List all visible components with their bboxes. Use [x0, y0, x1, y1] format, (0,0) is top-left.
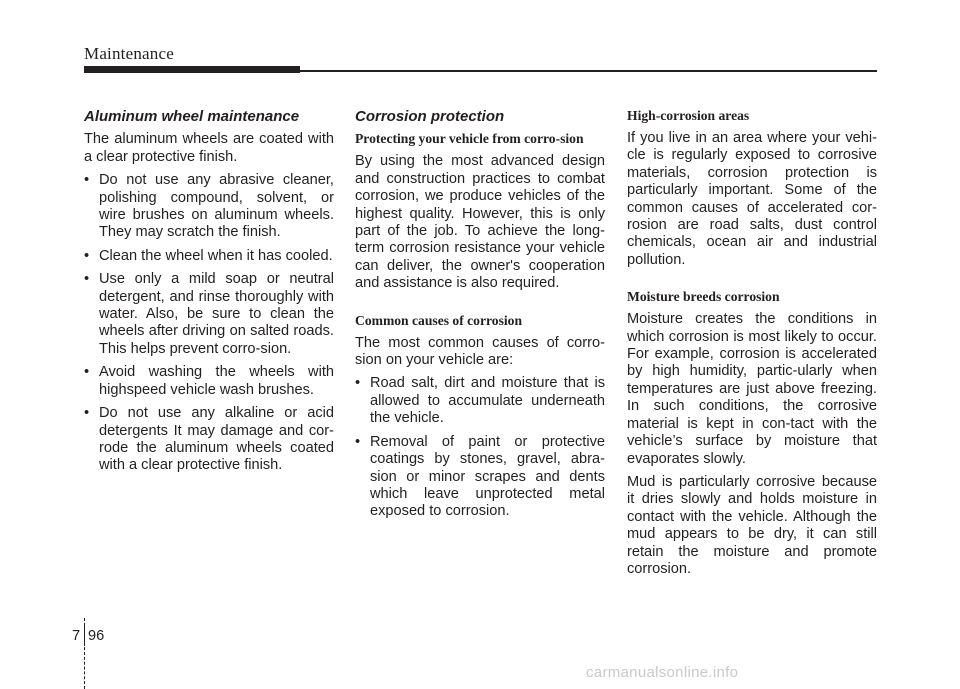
page-number-separator — [84, 624, 85, 646]
bullet-icon: • — [355, 433, 361, 450]
bullet-icon: • — [84, 271, 90, 288]
page-number: 96 — [88, 628, 105, 644]
bullet-icon: • — [84, 364, 90, 381]
list-item: • Do not use any abrasive cleaner, polishing compound, solvent, or wire brushes on aluminum wheels. They may scratch the finish. — [84, 172, 334, 241]
bullet-icon: • — [84, 172, 90, 189]
bullet-icon: • — [355, 375, 361, 392]
subheading-common-causes: Common causes of corrosion — [355, 312, 523, 328]
chapter-number: 7 — [72, 628, 81, 644]
bullet-list — [355, 375, 605, 520]
bullet-icon: • — [84, 405, 90, 422]
paragraph: The aluminum wheels are coated with a clear protective finish. — [84, 131, 334, 165]
section-heading-aluminum-wheel: Aluminum wheel maintenance — [84, 108, 300, 125]
column-2 — [355, 108, 605, 527]
subheading-high-corrosion-areas: High-corrosion areas — [627, 108, 750, 123]
list-item: • Use only a mild soap or neutral detergent, and rinse thoroughly with water. Also, be sure to clean the wheels after driving on salted roads. This helps prevent corro-sion. — [84, 271, 334, 357]
paragraph: Mud is particularly corrosive because it dries slowly and holds moisture in contact with the vehicle. Although the mud appears to be dry, it can still retain the moisture and promote corrosion. — [627, 473, 877, 577]
list-item: • Avoid washing the wheels with highspeed vehicle wash brushes. — [84, 364, 334, 398]
paragraph: The most common causes of corro-sion on your vehicle are: — [355, 334, 605, 369]
paragraph: If you live in an area where your vehi-cle is regularly exposed to corrosive materials, corrosion protection is particularly important. Some of the common causes of accelerated cor-rosion are road salts, dust control chemicals, ocean air and industrial pollution. — [627, 130, 877, 268]
column-3 — [627, 108, 877, 584]
column-1 — [84, 108, 334, 481]
subheading-moisture-breeds-corrosion: Moisture breeds corrosion — [627, 289, 780, 305]
list-item: • Road salt, dirt and moisture that is allowed to accumulate underneath the vehicle. — [355, 375, 605, 427]
page-header-title: Maintenance — [84, 44, 174, 63]
subheading-protecting-vehicle: Protecting your vehicle from corro-sion — [355, 131, 584, 147]
header-rule-thick — [84, 66, 300, 73]
section-heading-corrosion-protection: Corrosion protection — [355, 108, 505, 125]
list-item: • Removal of paint or protective coatings by stones, gravel, abra-sion or minor scrapes and dents which leave unprotected metal exposed to corrosion. — [355, 433, 605, 520]
paragraph: By using the most advanced design and construction practices to combat corrosion, we produce vehicles of the highest quality. However, this is only part of the job. To achieve the long-term corrosion resistance your vehicle can deliver, the owner's cooperation and assistance is also required. — [355, 153, 605, 292]
watermark: carmanualsonline.info — [586, 664, 739, 681]
list-item: • Clean the wheel when it has cooled. — [84, 247, 333, 264]
list-item: • Do not use any alkaline or acid detergents It may damage and cor-rode the aluminum wheels coated with a clear protective finish. — [84, 405, 334, 474]
paragraph: Moisture creates the conditions in which corrosion is most likely to occur. For example, corrosion is accelerated by high humidity, partic-ularly when temperatures are just above freezing. In such conditions, the corrosive material is kept in con-tact with the vehicle’s surface by moisture that evaporates slowly. — [627, 311, 877, 467]
bullet-icon: • — [84, 247, 90, 264]
header-rule-thin — [300, 70, 877, 72]
bullet-list — [84, 172, 334, 475]
